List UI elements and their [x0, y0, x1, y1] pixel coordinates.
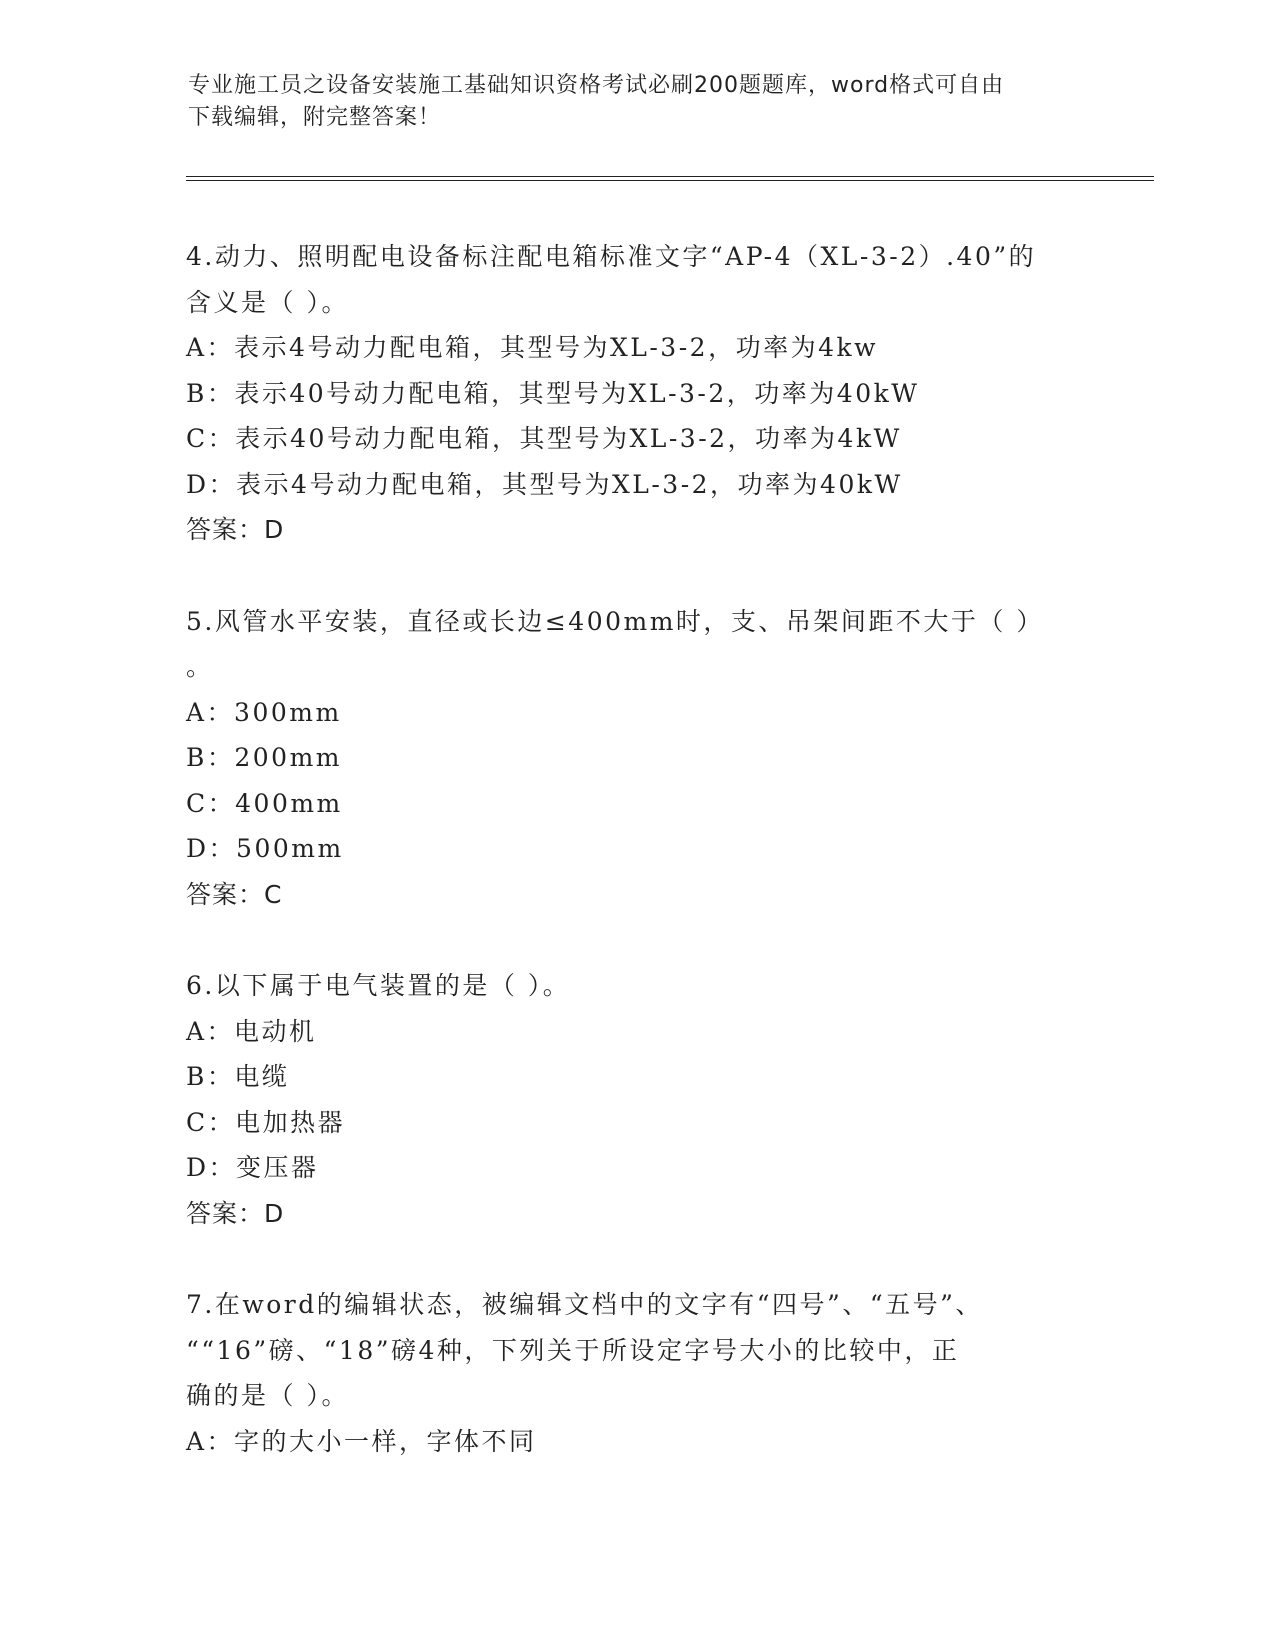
option-a: A：字的大小一样，字体不同 — [186, 1426, 537, 1456]
answer-label: 答案：D — [186, 1198, 285, 1228]
question-5 — [186, 599, 1086, 918]
question-stem: 4.动力、照明配电设备标注配电箱标准文字“AP-4（XL-3-2）.40”的 — [186, 242, 1037, 271]
option-c: C：表示40号动力配电箱，其型号为XL-3-2，功率为4kW — [186, 424, 902, 453]
question-stem-continued: ““16”磅、“18”磅4种，下列关于所设定字号大小的比较中，正 — [186, 1335, 960, 1365]
answer-label: 答案：D — [186, 515, 285, 544]
question-6 — [186, 963, 1086, 1236]
option-c: C：400mm — [186, 788, 343, 818]
option-b: B：200mm — [186, 743, 343, 772]
header-line-1: 专业施工员之设备安装施工基础知识资格考试必刷200题题库，word格式可自由 — [188, 73, 1005, 98]
header-divider — [186, 176, 1154, 181]
option-d: D：表示4号动力配电箱，其型号为XL-3-2，功率为40kW — [186, 469, 903, 499]
header-line-2: 下载编辑，附完整答案！ — [188, 105, 442, 130]
option-d: D：变压器 — [186, 1153, 319, 1182]
question-4 — [186, 234, 1086, 553]
option-a: A：表示4号动力配电箱，其型号为XL-3-2，功率为4kw — [186, 333, 879, 362]
question-7 — [186, 1282, 1086, 1464]
document-header — [188, 70, 1088, 134]
answer-label: 答案：C — [186, 879, 283, 909]
question-stem: 6.以下属于电气装置的是（ ）。 — [186, 971, 571, 1000]
option-d: D：500mm — [186, 834, 344, 863]
option-a: A：300mm — [186, 697, 342, 727]
option-b: B：电缆 — [186, 1062, 290, 1091]
option-a: A：电动机 — [186, 1016, 317, 1046]
question-stem: 5.风管水平安装，直径或长边≤400mm时，支、吊架间距不大于（ ） — [186, 606, 1044, 636]
question-stem-continued: 。 — [186, 652, 214, 681]
question-stem: 7.在word的编辑状态，被编辑文档中的文字有“四号”、“五号”、 — [186, 1290, 983, 1319]
option-c: C：电加热器 — [186, 1107, 346, 1137]
question-stem-continued: 含义是（ ）。 — [186, 287, 349, 317]
option-b: B：表示40号动力配电箱，其型号为XL-3-2，功率为40kW — [186, 378, 920, 408]
question-list — [186, 234, 1086, 1510]
question-stem-continued: 确的是（ ）。 — [186, 1381, 349, 1410]
